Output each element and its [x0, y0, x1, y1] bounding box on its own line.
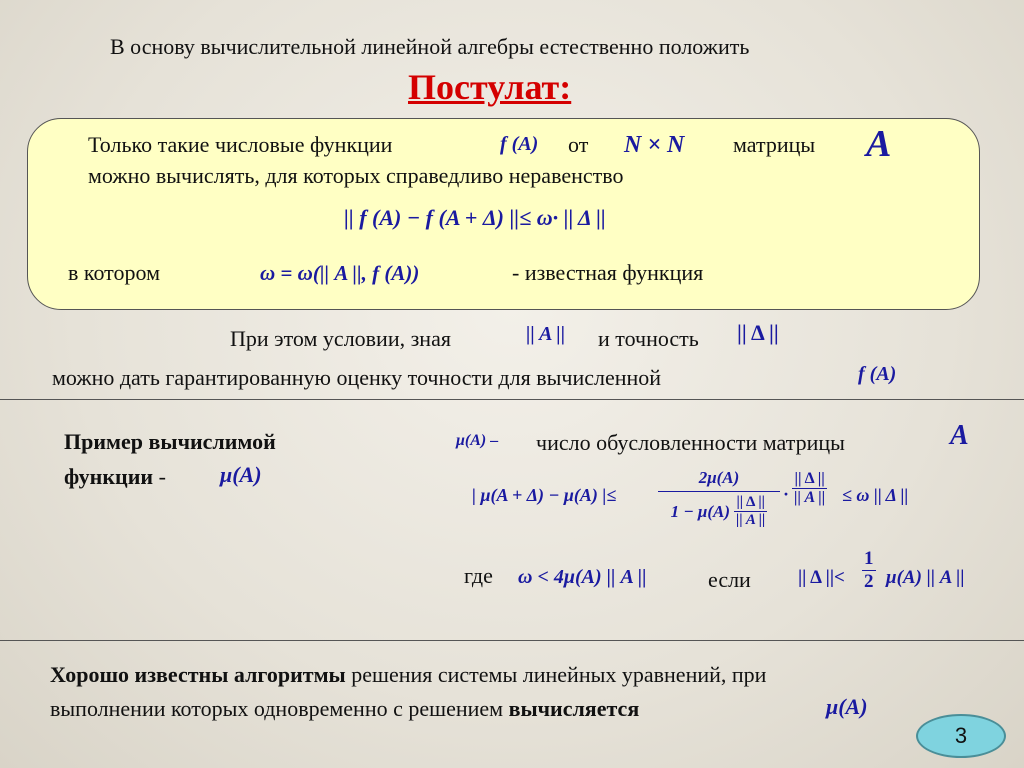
f-of-a-formula: f (A) — [500, 133, 539, 155]
delta-bound-left: || Δ ||< — [798, 567, 845, 588]
omega-definition: ω = ω(|| A ||, f (A)) — [260, 261, 420, 285]
multiply-dot: · — [783, 484, 790, 504]
inner-fraction: $\frac{|| \Delta ||}{|| A ||}$ — [736, 494, 766, 528]
n-by-n-formula: N × N — [624, 132, 685, 158]
footer-line1: Хорошо известны алгоритмы решения системы линейных уравнений, при — [50, 662, 767, 687]
example-label-1: Пример вычислимой — [64, 429, 276, 454]
divider-top — [0, 399, 1024, 400]
condition-line2: можно дать гарантированную оценку точности для вычисленной — [52, 365, 662, 390]
page-number-badge: 3 — [916, 714, 1006, 758]
mu-definition: μ(A) – — [456, 432, 499, 449]
accuracy-label: и точность — [598, 326, 699, 351]
computed-f-of-a: f (A) — [858, 363, 897, 385]
divider-bottom — [0, 640, 1024, 641]
mu-inequality-right: ≤ ω || Δ || — [842, 485, 909, 505]
mu-fraction — [658, 468, 780, 529]
footer-mu-formula: μ(A) — [826, 694, 868, 719]
from-label: от — [568, 132, 589, 157]
matrices-label: матрицы — [733, 132, 816, 157]
matrix-a-symbol-2: A — [950, 420, 969, 451]
condition-line1: При этом условии, зная — [230, 326, 451, 351]
intro-text: В основу вычислительной линейной алгебры естественно положить — [110, 34, 750, 59]
fraction-numerator: 2μ(A) — [698, 468, 740, 487]
example-label-2: функции - — [64, 464, 166, 489]
known-function-label: - известная функция — [512, 260, 704, 285]
one-half-fraction: $\frac{1}{2}$ — [864, 548, 874, 592]
postulate-line1: Только такие числовые функции — [88, 132, 393, 157]
footer-line2: выполнении которых одновременно с решением вычисляется — [50, 696, 640, 721]
matrix-a-symbol: A — [866, 123, 892, 165]
postulate-line2: можно вычислять, для которых справедливо неравенство — [88, 163, 624, 188]
main-inequality: || f (A) − f (A + Δ) ||≤ ω· || Δ || — [344, 205, 606, 230]
omega-bound: ω < 4μ(A) || A || — [518, 566, 647, 588]
in-which-label: в котором — [68, 260, 160, 285]
delta-bound-right: μ(A) || A || — [886, 567, 965, 588]
mu-of-a-formula: μ(A) — [220, 462, 262, 487]
if-label: если — [708, 567, 751, 592]
norm-delta-formula: || Δ || — [737, 320, 779, 345]
where-label: где — [464, 563, 493, 588]
postulate-title: Постулат: — [408, 67, 572, 107]
mu-inequality-left: | μ(A + Δ) − μ(A) |≤ — [472, 485, 617, 505]
fraction-denominator: 1 − μ(A) $\frac{|| \Delta ||}{|| A ||}$ — [658, 491, 780, 529]
norm-a-formula: || A || — [526, 323, 566, 345]
condition-number-text: число обусловленности матрицы — [536, 430, 845, 455]
delta-over-a-fraction: $\frac{|| \Delta ||}{|| A ||}$ — [794, 470, 826, 506]
